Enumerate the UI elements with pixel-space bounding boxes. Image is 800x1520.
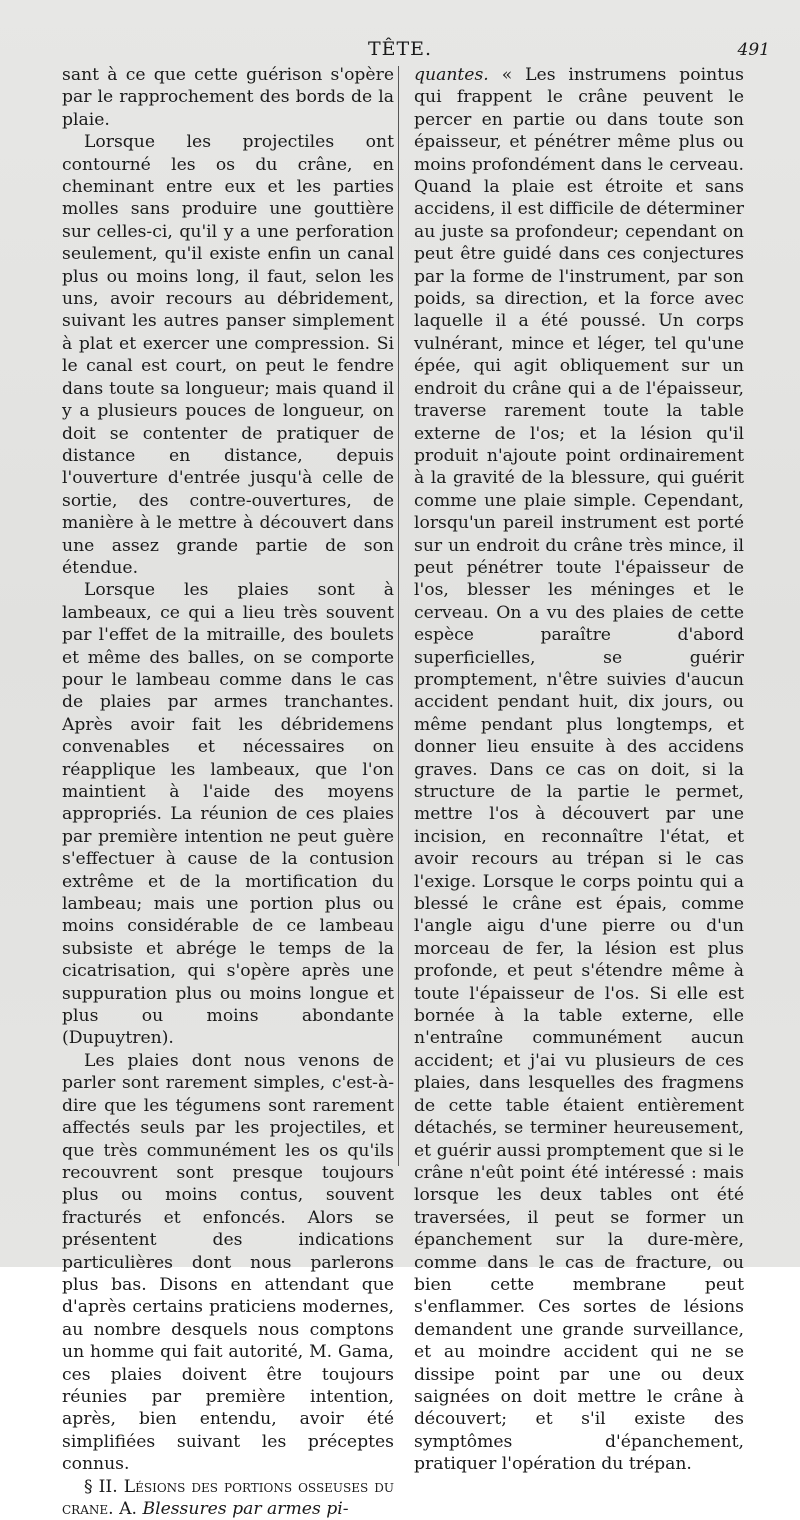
paragraph-text: « Les instrumens pointus qui frappent le crâne peuvent le percer en partie ou dans toute son épaisseur, et pénétrer même plus ou moins profondément dans le cerveau. Quand la plaie est étroite et sans accidens, il est difficile de déterminer au juste sa profondeur; cependant on peut être guidé dans ces conjectures par la forme de l'instrument, par son poids, sa direction, et la force avec laquelle il a été poussé. Un corps vulnérant, mince et léger, tel qu'une épée, qui agit obliquement sur un endroit du crâne qui a de l'épaisseur, traverse rarement toute la table externe de l'os; et la lésion qu'il produit n'ajoute point ordinairement à la gravité de la blessure, qui guérit comme une plaie simple. Cependant, lorsqu'un pareil instrument est porté sur un endroit du crâne très mince, il peut pénétrer toute l'épaisseur de l'os, blesser les méninges et le cerveau. On a vu des plaies de cette espèce paraître d'abord superficielles, se guérir promptement, n'être suivies d'aucun accident pendant huit, dix jours, ou même pendant plus longtemps, et donner lieu ensuite à des accidens graves. Dans ce cas on doit, si la structure de la partie le permet, mettre l'os à découvert par une incision, en reconnaître l'état, et avoir recours au trépan si le cas l'exige. Lorsque le corps pointu qui a blessé le crâne est épais, comme l'angle aigu d'une pierre ou d'un morceau de fer, la lésion est plus profonde, et peut s'étendre même à toute l'épaisseur de l'os. Si elle est bornée à la table externe, elle n'entraîne communément aucun accident; et j'ai vu plusieurs de ces plaies, dans lesquelles des fragmens de cette table étaient entièrement détachés, se terminer heureusement, et guérir aussi promptement que si le crâne n'eût point été intéressé : mais lorsque les deux tables ont été traversées, il peut se former un épanchement sur la dure-mère, comme dans le cas de fracture, ou bien cette membrane peut s'enflammer. Ces sortes de lésions demandent une grande surveillance, et au moindre accident qui ne se dissipe point par une ou deux saignées on doit mettre le crâne à découvert; et s'il existe des symptômes d'épanchement, pratiquer l'opération du trépan. <box>414 65 744 1475</box>
paragraph: sant à ce que cette guérison s'opère par le rapprochement des bords de la plaie. <box>62 65 394 130</box>
subsection-title: Blessures par armes pi- <box>142 1499 349 1519</box>
section-title: Lésions des portions osseuses du crane. <box>62 1476 394 1519</box>
paragraph: Les plaies dont nous venons de parler sont rarement simples, c'est-à-dire que les tégumens sont rarement affectés seuls par les projectiles, et que très communément les os qu'ils recouvrent sont presque toujours plus ou moins contus, souvent fracturés et enfoncés. Alors se présentent des indications particulières dont nous parlerons plus bas. Disons en attendant que d'après certains praticiens modernes, au nombre desquels nous comptons un homme qui fait autorité, M. Gama, ces plaies doivent être toujours réunies par première intention, après, bien entendu, avoir été simplifiées suivant les préceptes connus. <box>62 1050 394 1475</box>
column-divider <box>398 66 399 1166</box>
page-number: 491 <box>737 40 770 60</box>
section-heading-paragraph <box>62 1476 394 1520</box>
paragraph: Lorsque les plaies sont à lambeaux, ce qui a lieu très souvent par l'effet de la mitraille, des boulets et même des balles, on se comporte pour le lambeau comme dans le cas de plaies par armes tranchantes. Après avoir fait les débridemens convenables et nécessaires on réapplique les lambeaux, que l'on maintient à l'aide des moyens appropriés. La réunion de ces plaies par première intention ne peut guère s'effectuer à cause de la contusion extrême et de la mortification du lambeau; mais une portion plus ou moins considérable de ce lambeau subsiste et abrége le temps de la cicatrisation, qui s'opère après une suppuration plus ou moins longue et plus ou moins abondante (Dupuytren). <box>62 580 394 1049</box>
paragraph <box>414 64 744 1476</box>
subsection-letter: A. <box>119 1499 137 1519</box>
subsection-title-continued: quantes. <box>414 65 489 85</box>
left-column <box>62 64 394 1520</box>
right-column <box>414 64 744 1476</box>
running-head: TÊTE. <box>367 38 433 60</box>
section-number: § II. <box>84 1476 118 1497</box>
paragraph: Lorsque les projectiles ont contourné les os du crâne, en cheminant entre eux et les parties molles sans produire une gouttière sur celles-ci, qu'il y a une perforation seulement, qu'il existe enfin un canal plus ou moins long, il faut, selon les uns, avoir recours au débridement, suivant les autres panser simplement à plat et exercer une compression. Si le canal est court, on peut le fendre dans toute sa longueur; mais quand il y a plusieurs pouces de longueur, on doit se contenter de pratiquer de distance en distance, depuis l'ouverture d'entrée jusqu'à celle de sortie, des contre-ouvertures, de manière à le mettre à découvert dans une assez grande partie de son étendue. <box>62 132 394 578</box>
